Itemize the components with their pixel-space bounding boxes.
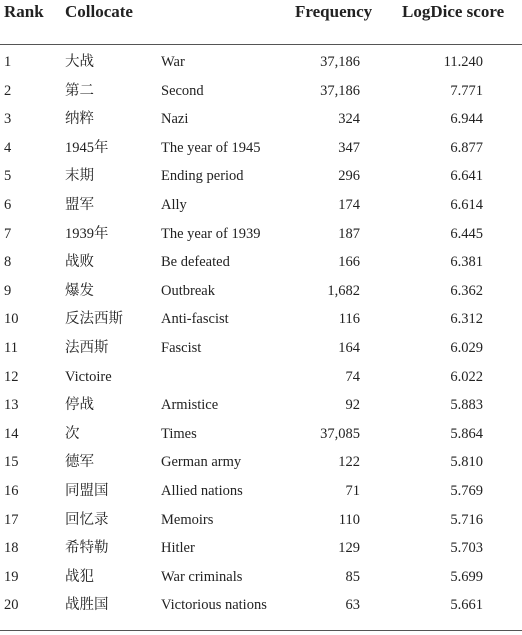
header-logdice-score: LogDice score — [402, 2, 505, 21]
cell-logdice-score: 6.614 — [450, 196, 483, 213]
cell-frequency: 37,186 — [320, 82, 360, 99]
cell-collocate-chinese: 反法西斯 — [65, 311, 123, 328]
table-row — [0, 305, 522, 334]
cell-logdice-score: 6.877 — [450, 139, 483, 156]
cell-collocate-chinese: 战败 — [65, 254, 94, 271]
cell-frequency: 74 — [345, 368, 360, 385]
cell-collocate-chinese: 战犯 — [65, 568, 94, 585]
cell-frequency: 110 — [338, 511, 360, 528]
cell-logdice-score: 6.022 — [450, 368, 483, 385]
cell-collocate-english: War criminals — [161, 568, 243, 585]
cell-rank: 7 — [4, 225, 12, 242]
cell-rank: 20 — [4, 597, 19, 614]
cell-collocate-chinese: 战胜国 — [65, 597, 109, 614]
cell-frequency: 174 — [338, 196, 360, 213]
cell-frequency: 71 — [345, 482, 360, 499]
cell-logdice-score: 6.029 — [450, 339, 483, 356]
cell-logdice-score: 5.864 — [450, 425, 483, 442]
cell-collocate-chinese: 第二 — [65, 82, 94, 99]
cell-collocate-english: Nazi — [161, 111, 189, 128]
cell-frequency: 166 — [338, 254, 360, 271]
cell-collocate-english: Hitler — [161, 540, 195, 557]
cell-logdice-score: 5.661 — [450, 597, 483, 614]
cell-collocate-english: Armistice — [161, 397, 219, 414]
table-row — [0, 277, 522, 306]
cell-frequency: 37,186 — [320, 54, 360, 70]
table-row — [0, 191, 522, 220]
cell-frequency: 122 — [338, 454, 360, 471]
table-body — [0, 48, 522, 620]
table-row — [0, 391, 522, 420]
cell-rank: 11 — [4, 339, 18, 356]
cell-frequency: 63 — [345, 597, 360, 614]
table-header — [0, 0, 522, 45]
cell-rank: 6 — [4, 196, 12, 213]
table-row — [0, 77, 522, 106]
table-row — [0, 506, 522, 535]
table-row — [0, 448, 522, 477]
cell-logdice-score: 7.771 — [450, 82, 483, 99]
cell-collocate-chinese: 同盟国 — [65, 482, 109, 499]
cell-rank: 18 — [4, 540, 19, 557]
cell-logdice-score: 5.883 — [450, 397, 483, 414]
cell-collocate-chinese: 1945年 — [65, 139, 109, 156]
table-row — [0, 534, 522, 563]
table-row — [0, 420, 522, 449]
cell-logdice-score: 5.716 — [450, 511, 483, 528]
cell-rank: 19 — [4, 568, 19, 585]
cell-frequency: 324 — [338, 111, 360, 128]
cell-collocate-english: Allied nations — [161, 482, 243, 499]
cell-frequency: 347 — [338, 139, 360, 156]
header-collocate: Collocate — [65, 2, 133, 21]
cell-rank: 10 — [4, 311, 19, 328]
cell-collocate-chinese: 末期 — [65, 168, 94, 185]
cell-collocate-english: Outbreak — [161, 282, 215, 299]
cell-collocate-english: Ally — [161, 196, 187, 213]
cell-logdice-score: 5.703 — [450, 540, 483, 557]
cell-rank: 17 — [4, 511, 19, 528]
cell-collocate-chinese: 1939年 — [65, 225, 109, 242]
cell-frequency: 296 — [338, 168, 360, 185]
cell-rank: 14 — [4, 425, 19, 442]
cell-logdice-score: 11.240 — [443, 54, 483, 70]
cell-rank: 2 — [4, 82, 12, 99]
cell-logdice-score: 6.312 — [450, 311, 483, 328]
table-row — [0, 477, 522, 506]
cell-collocate-english: Victorious nations — [161, 597, 267, 614]
cell-frequency: 187 — [338, 225, 360, 242]
cell-rank: 9 — [4, 282, 12, 299]
cell-frequency: 129 — [338, 540, 360, 557]
table-row — [0, 105, 522, 134]
cell-collocate-chinese: 希特勒 — [65, 540, 109, 557]
cell-collocate-chinese: 停战 — [65, 397, 94, 414]
cell-collocate-chinese: 回忆录 — [65, 511, 109, 528]
cell-collocate-english: War — [161, 54, 185, 70]
cell-logdice-score: 6.445 — [450, 225, 483, 242]
cell-frequency: 37,085 — [320, 425, 360, 442]
cell-frequency: 85 — [345, 568, 360, 585]
cell-logdice-score: 6.944 — [450, 111, 483, 128]
cell-logdice-score: 6.641 — [450, 168, 483, 185]
table-row — [0, 134, 522, 163]
cell-collocate-chinese: 次 — [65, 425, 80, 442]
cell-collocate-english: The year of 1939 — [161, 225, 261, 242]
cell-collocate-english: Second — [161, 82, 204, 99]
table-row — [0, 591, 522, 620]
cell-collocate-english: Be defeated — [161, 254, 230, 271]
cell-collocate-chinese: 法西斯 — [65, 339, 109, 356]
cell-frequency: 92 — [345, 397, 360, 414]
cell-logdice-score: 5.810 — [450, 454, 483, 471]
cell-rank: 5 — [4, 168, 12, 185]
cell-collocate-chinese: Victoire — [65, 368, 112, 385]
cell-rank: 12 — [4, 368, 19, 385]
cell-collocate-chinese: 爆发 — [65, 282, 94, 299]
table-row — [0, 162, 522, 191]
cell-collocate-english: Times — [161, 425, 197, 442]
cell-collocate-chinese: 大战 — [65, 54, 94, 70]
cell-rank: 1 — [4, 54, 12, 70]
cell-collocate-english: Anti-fascist — [161, 311, 229, 328]
cell-collocate-english: Memoirs — [161, 511, 214, 528]
table-row — [0, 48, 522, 77]
table-row — [0, 248, 522, 277]
cell-rank: 15 — [4, 454, 19, 471]
cell-rank: 8 — [4, 254, 12, 271]
cell-collocate-english: The year of 1945 — [161, 139, 261, 156]
cell-logdice-score: 5.699 — [450, 568, 483, 585]
cell-rank: 16 — [4, 482, 19, 499]
header-frequency: Frequency — [295, 2, 373, 21]
cell-frequency: 116 — [338, 311, 360, 328]
cell-logdice-score: 5.769 — [450, 482, 483, 499]
cell-collocate-english: German army — [161, 454, 242, 471]
cell-rank: 13 — [4, 397, 19, 414]
cell-collocate-chinese: 德军 — [65, 454, 94, 471]
table-row — [0, 563, 522, 592]
table-bottom-rule — [0, 630, 522, 631]
cell-collocate-chinese: 纳粹 — [65, 111, 94, 128]
cell-logdice-score: 6.362 — [450, 282, 483, 299]
cell-rank: 3 — [4, 111, 12, 128]
cell-frequency: 164 — [338, 339, 360, 356]
cell-logdice-score: 6.381 — [450, 254, 483, 271]
table-row — [0, 220, 522, 249]
cell-collocate-english: Ending period — [161, 168, 244, 185]
cell-collocate-chinese: 盟军 — [65, 196, 94, 213]
table-row — [0, 334, 522, 363]
cell-frequency: 1,682 — [327, 282, 360, 299]
header-rank: Rank — [4, 2, 44, 21]
table-row — [0, 363, 522, 392]
cell-rank: 4 — [4, 139, 12, 156]
cell-collocate-english: Fascist — [161, 339, 202, 356]
